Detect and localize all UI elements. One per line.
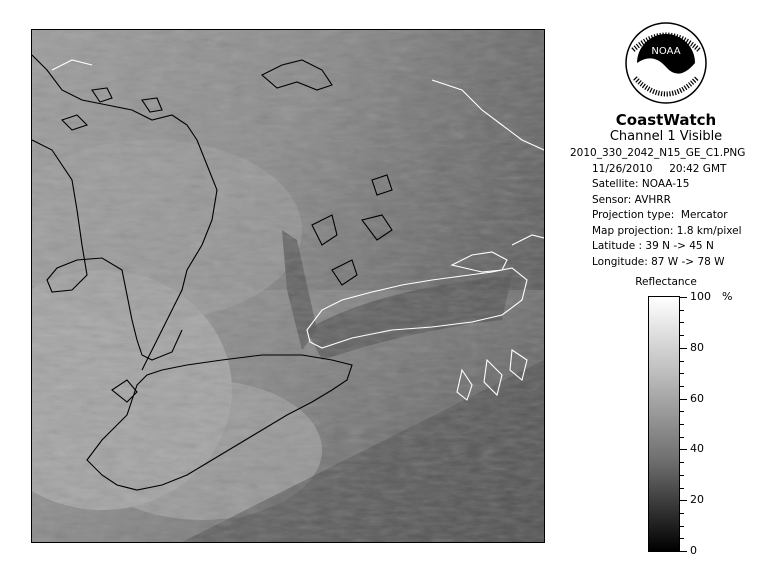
projection-type: Projection type: Mercator xyxy=(592,209,728,221)
colorbar-minor-tick xyxy=(680,361,684,362)
colorbar-tick-label: 20 xyxy=(690,493,704,507)
channel-subtitle: Channel 1 Visible xyxy=(609,129,723,144)
filename: 2010_330_2042_N15_GE_C1.PNG xyxy=(570,147,746,159)
reflectance-colorbar xyxy=(648,296,680,552)
colorbar-minor-tick xyxy=(680,500,687,501)
colorbar-minor-tick xyxy=(680,449,687,450)
colorbar-tick-label: 80 xyxy=(690,340,704,354)
longitude: Longitude: 87 W -> 78 W xyxy=(592,255,725,268)
colorbar-unit: % xyxy=(722,290,733,303)
colorbar-minor-tick xyxy=(680,551,687,552)
datetime: 11/26/2010 20:42 GMT xyxy=(592,162,727,175)
logo-text: NOAA xyxy=(651,46,681,57)
colorbar-minor-tick xyxy=(680,322,684,323)
colorbar-minor-tick xyxy=(680,526,684,527)
colorbar-minor-tick xyxy=(680,437,684,438)
colorbar-tick-label: 60 xyxy=(690,391,704,405)
colorbar-minor-tick xyxy=(680,310,684,311)
noaa-logo xyxy=(625,22,707,104)
colorbar-minor-tick xyxy=(680,335,684,336)
colorbar-minor-tick xyxy=(680,399,687,400)
colorbar-minor-tick xyxy=(680,411,684,412)
sensor: Sensor: AVHRR xyxy=(592,193,671,206)
colorbar-minor-tick xyxy=(680,513,684,514)
colorbar-minor-tick xyxy=(680,488,684,489)
colorbar-minor-tick xyxy=(680,373,684,374)
colorbar-tick-label: 40 xyxy=(690,442,704,456)
satellite-image-svg xyxy=(32,30,544,542)
colorbar-tick-label: 100 xyxy=(690,290,711,303)
colorbar-minor-tick xyxy=(680,538,684,539)
colorbar-minor-tick xyxy=(680,462,684,463)
legend-title: Reflectance xyxy=(635,276,697,288)
colorbar-tick-label: 0 xyxy=(690,544,697,557)
map-projection: Map projection: 1.8 km/pixel xyxy=(592,224,742,237)
colorbar-minor-tick xyxy=(680,475,684,476)
colorbar-minor-tick xyxy=(680,297,687,298)
satellite: Satellite: NOAA-15 xyxy=(592,178,690,190)
colorbar-minor-tick xyxy=(680,386,684,387)
satellite-image xyxy=(31,29,545,543)
app-title: CoastWatch xyxy=(615,111,717,129)
colorbar-minor-tick xyxy=(680,424,684,425)
metadata-block xyxy=(570,146,772,270)
latitude: Latitude : 39 N -> 45 N xyxy=(592,240,714,252)
info-panel xyxy=(560,22,772,288)
colorbar-minor-tick xyxy=(680,348,687,349)
colorbar-ticks xyxy=(680,290,740,557)
